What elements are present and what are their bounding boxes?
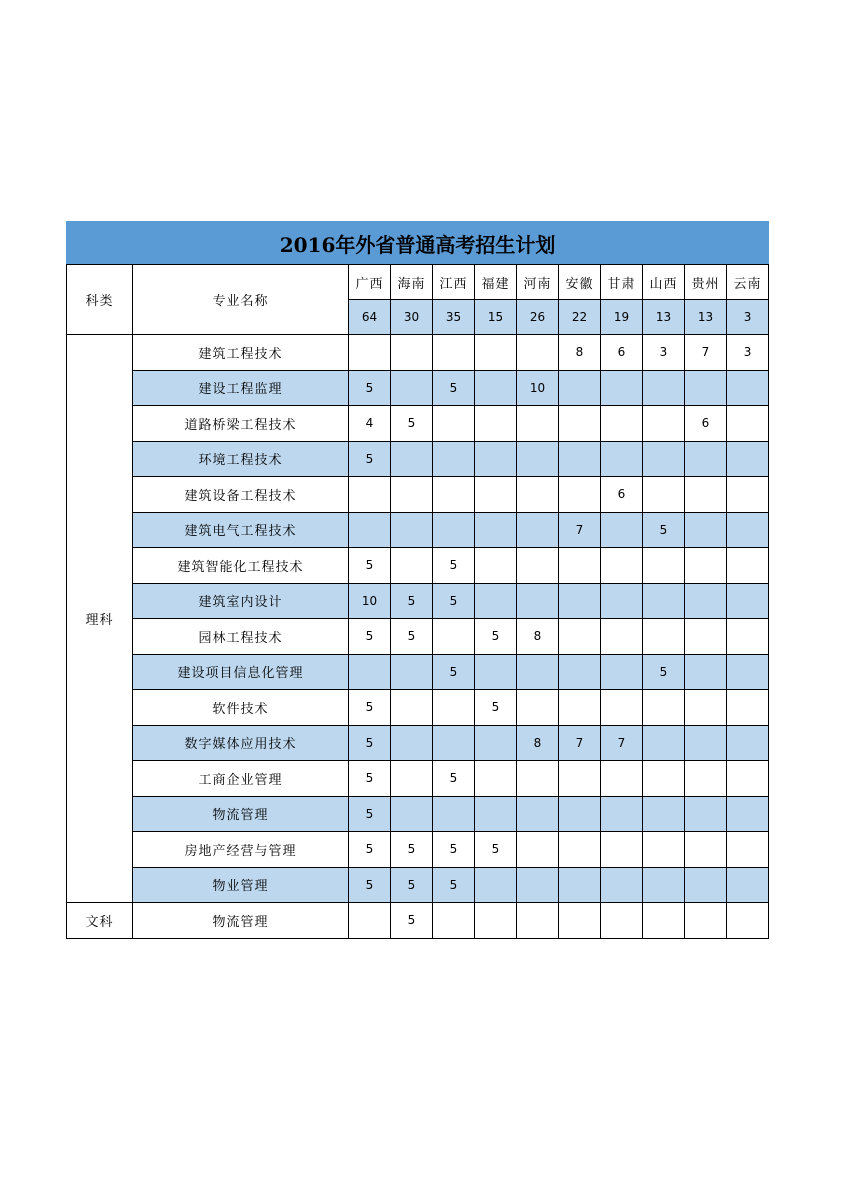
quota-cell: 5 [391,903,433,939]
quota-cell [475,477,517,513]
quota-cell [391,796,433,832]
province-header: 贵州 [685,265,727,300]
quota-cell [475,512,517,548]
major-name-cell: 物流管理 [133,796,349,832]
quota-cell [349,477,391,513]
table-row [67,406,769,442]
quota-cell [643,903,685,939]
major-name-cell: 数字媒体应用技术 [133,725,349,761]
quota-cell [391,690,433,726]
quota-cell [727,903,769,939]
quota-cell: 8 [559,335,601,371]
quota-cell [643,690,685,726]
quota-cell [601,903,643,939]
quota-cell [475,796,517,832]
quota-cell: 5 [433,761,475,797]
major-name-cell: 建设工程监理 [133,370,349,406]
table-row [67,619,769,655]
quota-cell: 5 [349,619,391,655]
quota-cell: 5 [349,832,391,868]
quota-cell [433,903,475,939]
major-name-cell: 建筑工程技术 [133,335,349,371]
quota-cell [391,441,433,477]
table-row [67,370,769,406]
quota-cell [517,548,559,584]
quota-cell: 7 [559,725,601,761]
quota-cell [559,441,601,477]
province-total: 64 [349,300,391,335]
quota-cell [643,761,685,797]
quota-cell [643,832,685,868]
quota-cell [517,477,559,513]
province-header: 云南 [727,265,769,300]
quota-cell [433,441,475,477]
quota-cell [517,903,559,939]
table-row [67,477,769,513]
quota-cell: 5 [391,867,433,903]
quota-cell [433,406,475,442]
major-name-cell: 建筑电气工程技术 [133,512,349,548]
quota-cell [475,406,517,442]
quota-cell: 5 [349,761,391,797]
province-header: 甘肃 [601,265,643,300]
table-title: 2016年外省普通高考招生计划 [67,222,769,265]
table-row [67,867,769,903]
quota-cell [685,867,727,903]
quota-cell [559,370,601,406]
quota-cell: 5 [433,832,475,868]
quota-cell [433,477,475,513]
table-row [67,903,769,939]
table-row [67,725,769,761]
quota-cell [433,619,475,655]
quota-cell: 10 [517,370,559,406]
quota-cell [685,477,727,513]
quota-cell [349,903,391,939]
quota-cell [601,619,643,655]
quota-cell [601,796,643,832]
quota-cell: 3 [643,335,685,371]
quota-cell: 5 [433,548,475,584]
province-header: 江西 [433,265,475,300]
quota-cell [727,832,769,868]
quota-cell [433,512,475,548]
quota-cell: 5 [475,832,517,868]
quota-cell: 5 [349,690,391,726]
table-row [67,761,769,797]
quota-cell: 5 [391,619,433,655]
quota-cell: 5 [475,690,517,726]
quota-cell [559,477,601,513]
quota-cell [727,867,769,903]
quota-cell [433,725,475,761]
major-name-cell: 软件技术 [133,690,349,726]
quota-cell: 5 [433,370,475,406]
quota-cell [559,406,601,442]
major-name-cell: 物业管理 [133,867,349,903]
quota-cell: 10 [349,583,391,619]
quota-cell [475,441,517,477]
quota-cell: 5 [433,654,475,690]
quota-cell: 6 [685,406,727,442]
quota-cell [601,583,643,619]
quota-cell: 4 [349,406,391,442]
quota-cell [601,761,643,797]
table-row [67,690,769,726]
quota-cell: 5 [349,548,391,584]
table-row [67,441,769,477]
quota-cell [559,796,601,832]
quota-cell [475,548,517,584]
quota-cell [349,654,391,690]
quota-cell [391,725,433,761]
quota-cell [475,654,517,690]
quota-cell: 5 [349,796,391,832]
quota-cell [517,512,559,548]
quota-cell [727,477,769,513]
major-name-cell: 道路桥梁工程技术 [133,406,349,442]
quota-cell [601,654,643,690]
quota-cell [685,832,727,868]
province-total: 19 [601,300,643,335]
quota-cell: 3 [727,335,769,371]
quota-cell [643,725,685,761]
quota-cell [391,512,433,548]
quota-cell [475,903,517,939]
quota-cell [727,690,769,726]
quota-cell: 8 [517,725,559,761]
quota-cell: 5 [391,406,433,442]
major-name-cell: 环境工程技术 [133,441,349,477]
province-header: 福建 [475,265,517,300]
quota-cell [559,690,601,726]
province-total: 15 [475,300,517,335]
header-major: 专业名称 [133,265,349,335]
province-total: 26 [517,300,559,335]
major-name-cell: 建设项目信息化管理 [133,654,349,690]
quota-cell [517,583,559,619]
quota-cell [475,370,517,406]
quota-cell [517,867,559,903]
major-name-cell: 工商企业管理 [133,761,349,797]
quota-cell [517,441,559,477]
quota-cell [727,370,769,406]
quota-cell [727,512,769,548]
quota-cell [559,832,601,868]
quota-cell: 5 [643,654,685,690]
header-category: 科类 [67,265,133,335]
province-total: 30 [391,300,433,335]
quota-cell [517,761,559,797]
quota-cell: 7 [601,725,643,761]
quota-cell: 5 [391,832,433,868]
quota-cell [475,761,517,797]
quota-cell [727,761,769,797]
quota-cell: 5 [433,867,475,903]
table-row [67,832,769,868]
quota-cell [391,654,433,690]
quota-cell [349,335,391,371]
quota-cell [727,725,769,761]
quota-cell [601,548,643,584]
quota-cell [601,370,643,406]
quota-cell [685,512,727,548]
quota-cell: 5 [433,583,475,619]
quota-cell [559,761,601,797]
quota-cell: 5 [391,583,433,619]
quota-cell [475,335,517,371]
quota-cell: 5 [349,441,391,477]
quota-cell [433,796,475,832]
quota-cell: 7 [685,335,727,371]
category-cell: 理科 [67,335,133,903]
major-name-cell: 建筑室内设计 [133,583,349,619]
quota-cell [727,583,769,619]
quota-cell [601,512,643,548]
quota-cell [685,548,727,584]
quota-cell [685,725,727,761]
quota-cell [517,690,559,726]
province-header: 广西 [349,265,391,300]
quota-cell [643,583,685,619]
major-name-cell: 物流管理 [133,903,349,939]
quota-cell: 5 [475,619,517,655]
quota-cell [559,903,601,939]
quota-cell: 5 [349,725,391,761]
quota-cell [685,761,727,797]
quota-cell: 7 [559,512,601,548]
quota-cell [601,867,643,903]
quota-cell [559,619,601,655]
quota-cell [601,441,643,477]
province-total: 13 [685,300,727,335]
quota-cell [391,335,433,371]
quota-cell [685,619,727,655]
quota-cell [727,796,769,832]
province-total: 35 [433,300,475,335]
quota-cell [391,548,433,584]
quota-cell [643,548,685,584]
quota-cell: 5 [349,867,391,903]
quota-cell [559,654,601,690]
major-name-cell: 园林工程技术 [133,619,349,655]
quota-cell [685,441,727,477]
quota-cell [559,548,601,584]
quota-cell [643,619,685,655]
province-total: 3 [727,300,769,335]
province-header: 安徽 [559,265,601,300]
quota-cell [685,654,727,690]
table-row [67,654,769,690]
quota-cell [643,477,685,513]
quota-cell [685,690,727,726]
quota-cell: 8 [517,619,559,655]
quota-cell [643,441,685,477]
quota-cell [433,690,475,726]
quota-cell [349,512,391,548]
quota-cell [685,583,727,619]
quota-cell: 5 [349,370,391,406]
quota-cell [685,796,727,832]
quota-cell [685,903,727,939]
quota-cell [517,832,559,868]
table-row [67,335,769,371]
province-total: 22 [559,300,601,335]
quota-cell [727,548,769,584]
quota-cell [601,690,643,726]
quota-cell [643,796,685,832]
quota-cell [475,725,517,761]
table-row [67,548,769,584]
province-header: 海南 [391,265,433,300]
table-row [67,512,769,548]
province-header: 山西 [643,265,685,300]
major-name-cell: 房地产经营与管理 [133,832,349,868]
quota-cell: 6 [601,477,643,513]
quota-cell: 5 [643,512,685,548]
quota-cell [475,867,517,903]
quota-cell [727,441,769,477]
quota-cell [727,406,769,442]
major-name-cell: 建筑智能化工程技术 [133,548,349,584]
quota-cell [559,867,601,903]
quota-cell [517,654,559,690]
quota-cell [517,406,559,442]
quota-cell [391,761,433,797]
quota-cell [643,370,685,406]
category-cell: 文科 [67,903,133,939]
province-total: 13 [643,300,685,335]
quota-cell [517,335,559,371]
table-row [67,583,769,619]
quota-cell [559,583,601,619]
quota-cell [391,477,433,513]
table-row [67,796,769,832]
quota-cell: 6 [601,335,643,371]
enrollment-plan-table [66,221,769,939]
quota-cell [643,406,685,442]
major-name-cell: 建筑设备工程技术 [133,477,349,513]
quota-cell [685,370,727,406]
quota-cell [391,370,433,406]
quota-cell [727,619,769,655]
quota-cell [517,796,559,832]
quota-cell [601,406,643,442]
quota-cell [643,867,685,903]
quota-cell [601,832,643,868]
quota-cell [475,583,517,619]
quota-cell [727,654,769,690]
quota-cell [433,335,475,371]
province-header: 河南 [517,265,559,300]
